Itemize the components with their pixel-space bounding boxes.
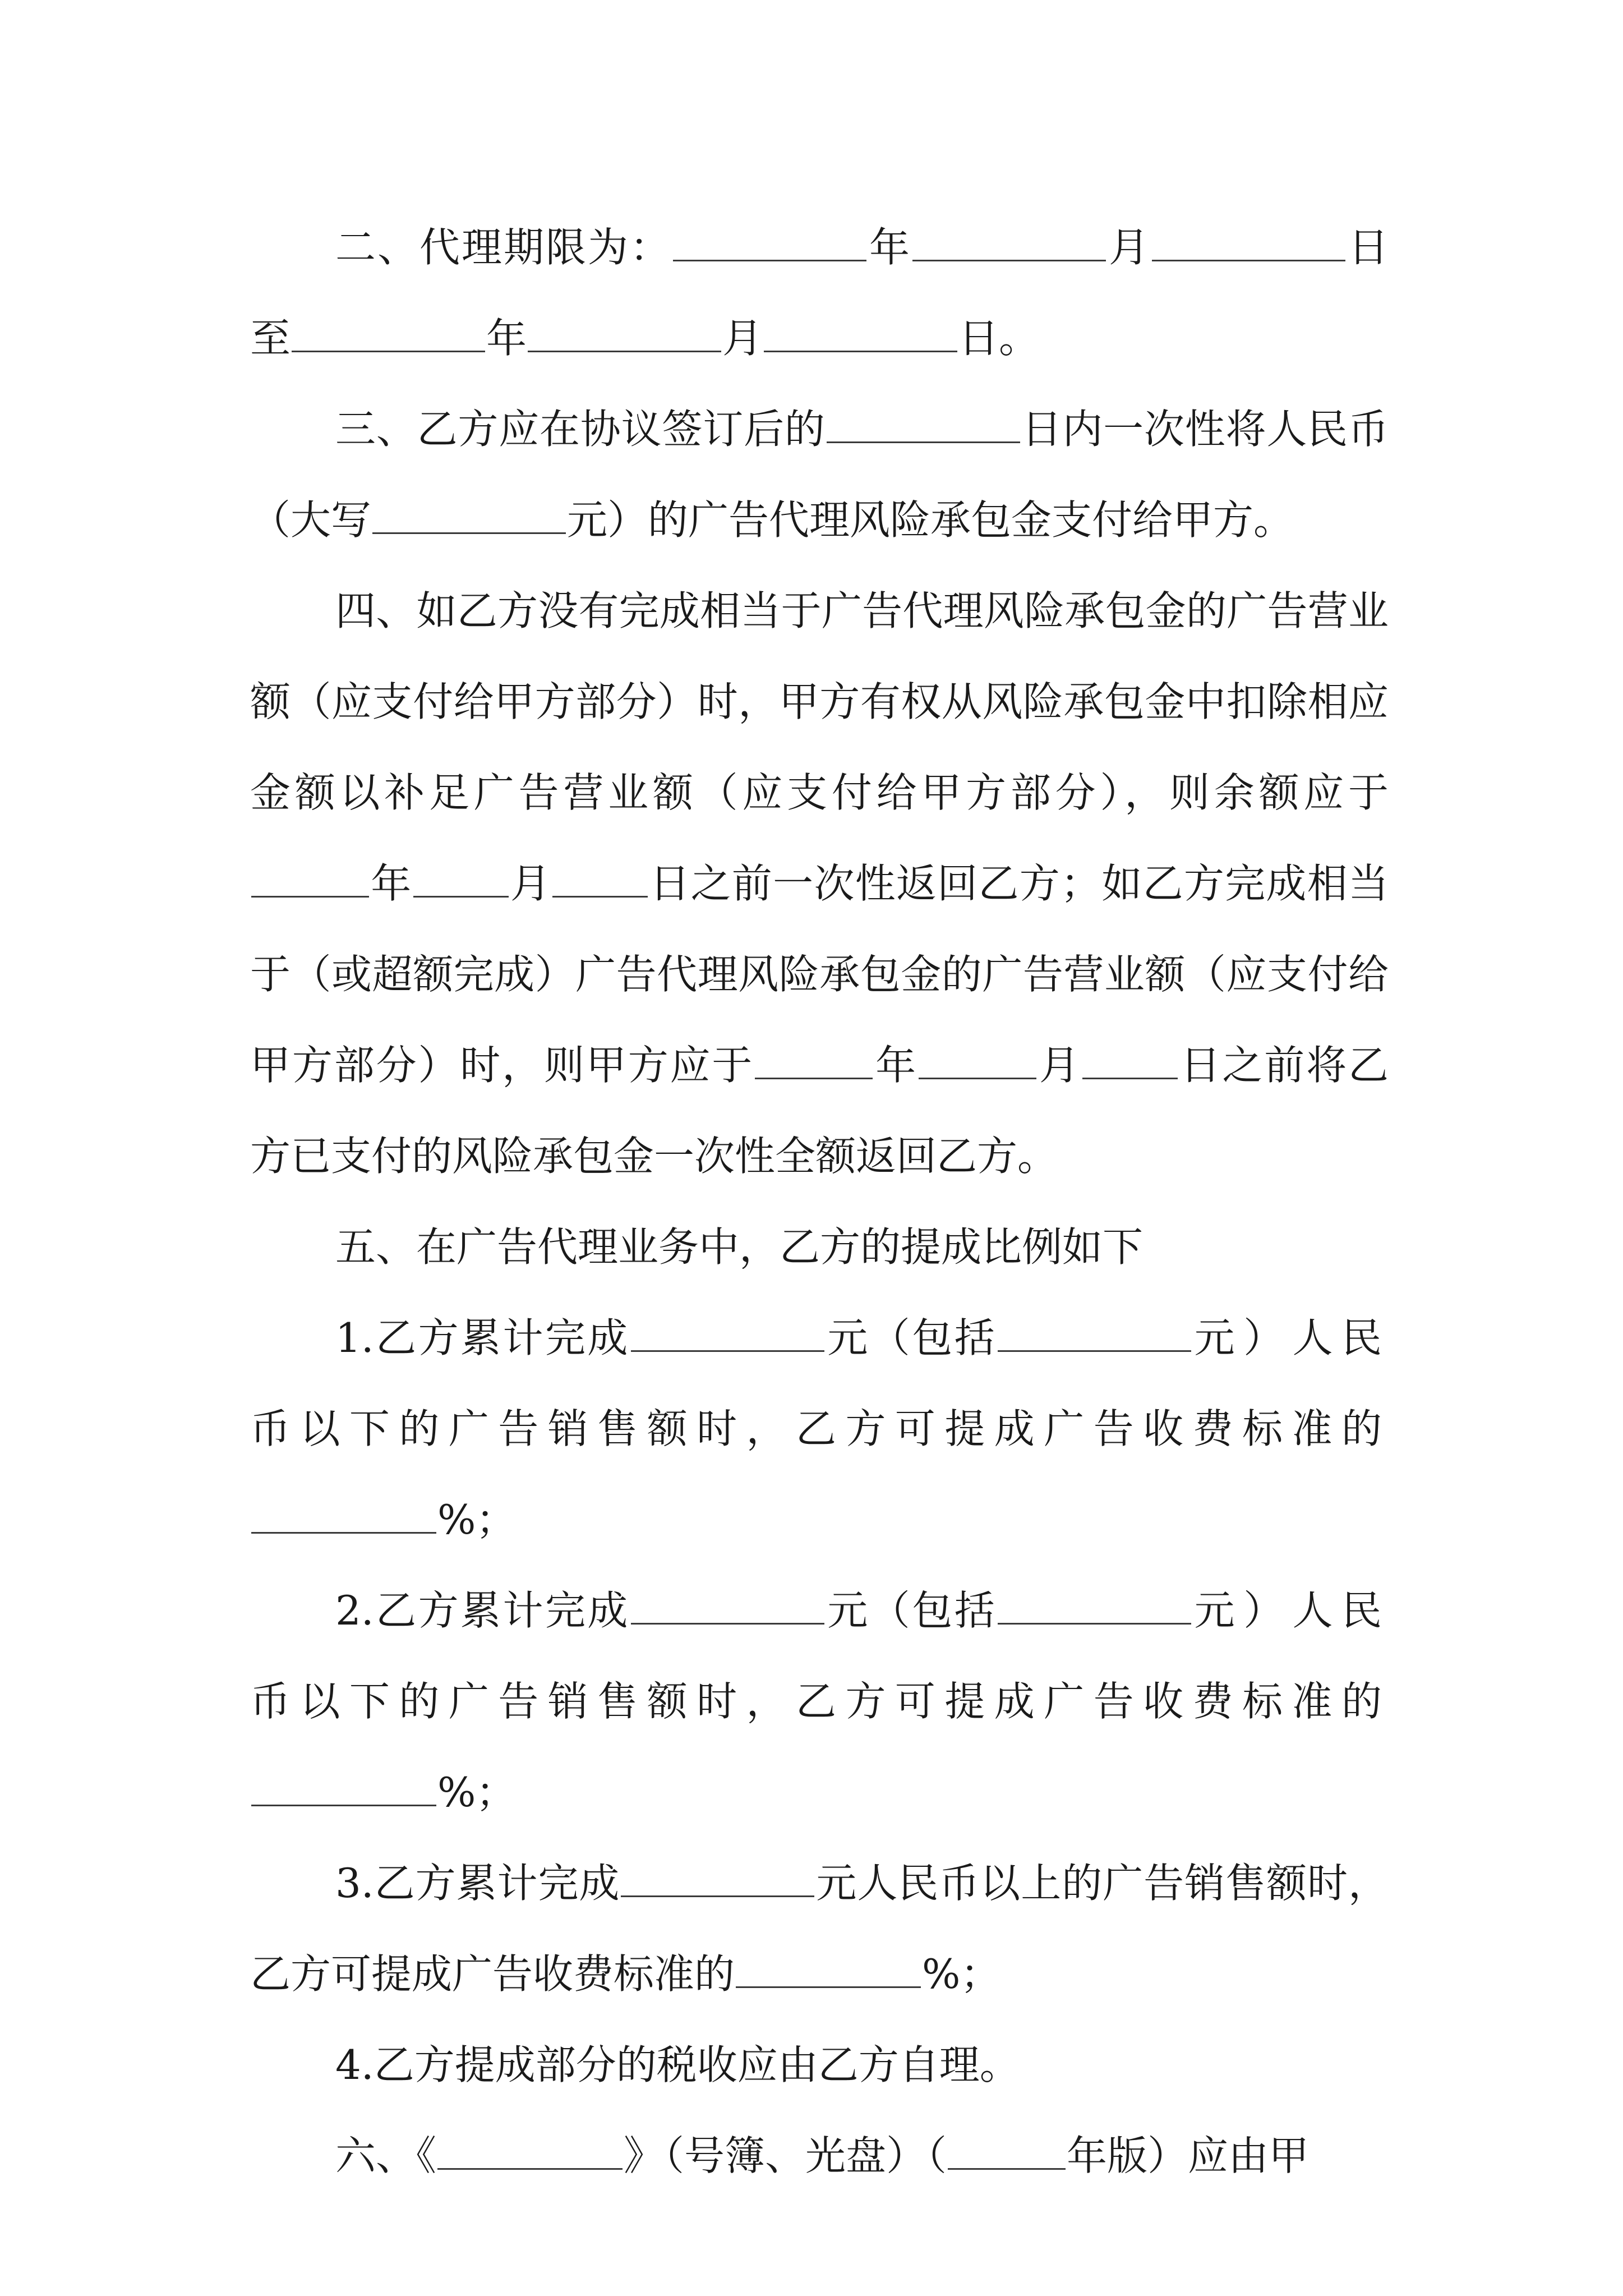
blank-field[interactable] bbox=[1082, 1044, 1178, 1079]
text: 日。 bbox=[958, 315, 1040, 362]
paragraph-commission-1 bbox=[250, 1292, 1389, 1565]
text: 年 bbox=[867, 224, 911, 271]
paragraph-commission-3 bbox=[250, 1838, 1389, 2019]
text: 四、如乙方没有完成相当于广告代理风险承包金的广告营业额（应支付给甲方部分）时，甲方有权从风险承包金中扣除相应金额以补足广告营业额（应支付给甲方部分），则余额应于 bbox=[250, 587, 1389, 816]
text: %； bbox=[437, 1496, 517, 1543]
text: %； bbox=[437, 1769, 517, 1816]
text: 元）人民币以下的广告销售额时，乙方可提成广告收费标准的 bbox=[250, 1314, 1389, 1452]
blank-field[interactable] bbox=[552, 862, 648, 898]
text: 4.乙方提成部分的税收应由乙方自理。 bbox=[335, 2041, 1020, 2088]
text: 月 bbox=[1037, 1042, 1081, 1089]
text: 月 bbox=[722, 315, 763, 362]
text: 日之前将乙方已支付的风险承包金一次性全额返回乙方。 bbox=[250, 1042, 1389, 1180]
blank-field[interactable] bbox=[755, 1044, 873, 1079]
text: 元人民币以上的广告销售额时，乙方可提成广告收费标准的 bbox=[250, 1860, 1389, 1998]
blank-field[interactable] bbox=[251, 1771, 436, 1806]
blank-field[interactable] bbox=[998, 1317, 1191, 1352]
text: 六、《 bbox=[335, 2132, 437, 2179]
paragraph-commission-2 bbox=[250, 1565, 1389, 1838]
paragraph-commission-tax bbox=[250, 2019, 1389, 2110]
blank-field[interactable] bbox=[631, 1317, 824, 1352]
text: 2.乙方累计完成 bbox=[335, 1587, 630, 1634]
blank-field[interactable] bbox=[912, 226, 1106, 261]
text: 月 bbox=[1106, 224, 1151, 271]
text: 五、在广告代理业务中，乙方的提成比例如下 bbox=[335, 1223, 1144, 1271]
text: 元）的广告代理风险承包金支付给甲方。 bbox=[567, 496, 1294, 544]
text: 元）人民币以下的广告销售额时，乙方可提成广告收费标准的 bbox=[250, 1587, 1389, 1725]
blank-field[interactable] bbox=[292, 317, 485, 352]
text: 二、代理期限为： bbox=[335, 224, 672, 271]
text: 月 bbox=[509, 860, 552, 907]
paragraph-agency-term bbox=[250, 202, 1389, 384]
text: 元（包括 bbox=[825, 1587, 997, 1634]
blank-field[interactable] bbox=[764, 317, 957, 352]
blank-field[interactable] bbox=[631, 1589, 824, 1625]
blank-field[interactable] bbox=[251, 862, 369, 898]
blank-field[interactable] bbox=[528, 317, 721, 352]
blank-field[interactable] bbox=[948, 2134, 1066, 2170]
text: 年版）应由甲 bbox=[1067, 2132, 1310, 2179]
blank-field[interactable] bbox=[621, 1862, 814, 1897]
blank-field[interactable] bbox=[372, 499, 566, 534]
paragraph-deposit-return bbox=[250, 565, 1389, 1202]
blank-field[interactable] bbox=[437, 2134, 623, 2170]
blank-field[interactable] bbox=[413, 862, 509, 898]
text: 日至 bbox=[250, 224, 1389, 362]
blank-field[interactable] bbox=[998, 1589, 1191, 1625]
text: 年 bbox=[486, 315, 527, 362]
paragraph-directory bbox=[250, 2110, 1389, 2201]
blank-field[interactable] bbox=[1152, 226, 1345, 261]
text: 年 bbox=[874, 1042, 917, 1089]
blank-field[interactable] bbox=[919, 1044, 1036, 1079]
text: %； bbox=[922, 1950, 1001, 1998]
text: 日之前一次性返回乙方；如乙方完成相当于（或超额完成）广告代理风险承包金的广告营业额（应支付给甲方部分）时，则甲方应于 bbox=[250, 860, 1389, 1089]
text: 》（号簿、光盘）（ bbox=[624, 2132, 947, 2179]
blank-field[interactable] bbox=[251, 1498, 436, 1534]
paragraph-risk-deposit bbox=[250, 384, 1389, 565]
paragraph-commission-heading bbox=[250, 1202, 1389, 1292]
blank-field[interactable] bbox=[673, 226, 866, 261]
document-body bbox=[250, 202, 1389, 2201]
text: 1.乙方累计完成 bbox=[335, 1314, 630, 1361]
text: 3.乙方累计完成 bbox=[335, 1860, 620, 1907]
text: 三、乙方应在协议签订后的 bbox=[335, 406, 826, 453]
text: 年 bbox=[370, 860, 412, 907]
text: 元（包括 bbox=[825, 1314, 997, 1361]
text: 日内一次性将人民币（大写 bbox=[250, 406, 1389, 544]
blank-field[interactable] bbox=[736, 1953, 921, 1988]
blank-field[interactable] bbox=[827, 408, 1020, 443]
